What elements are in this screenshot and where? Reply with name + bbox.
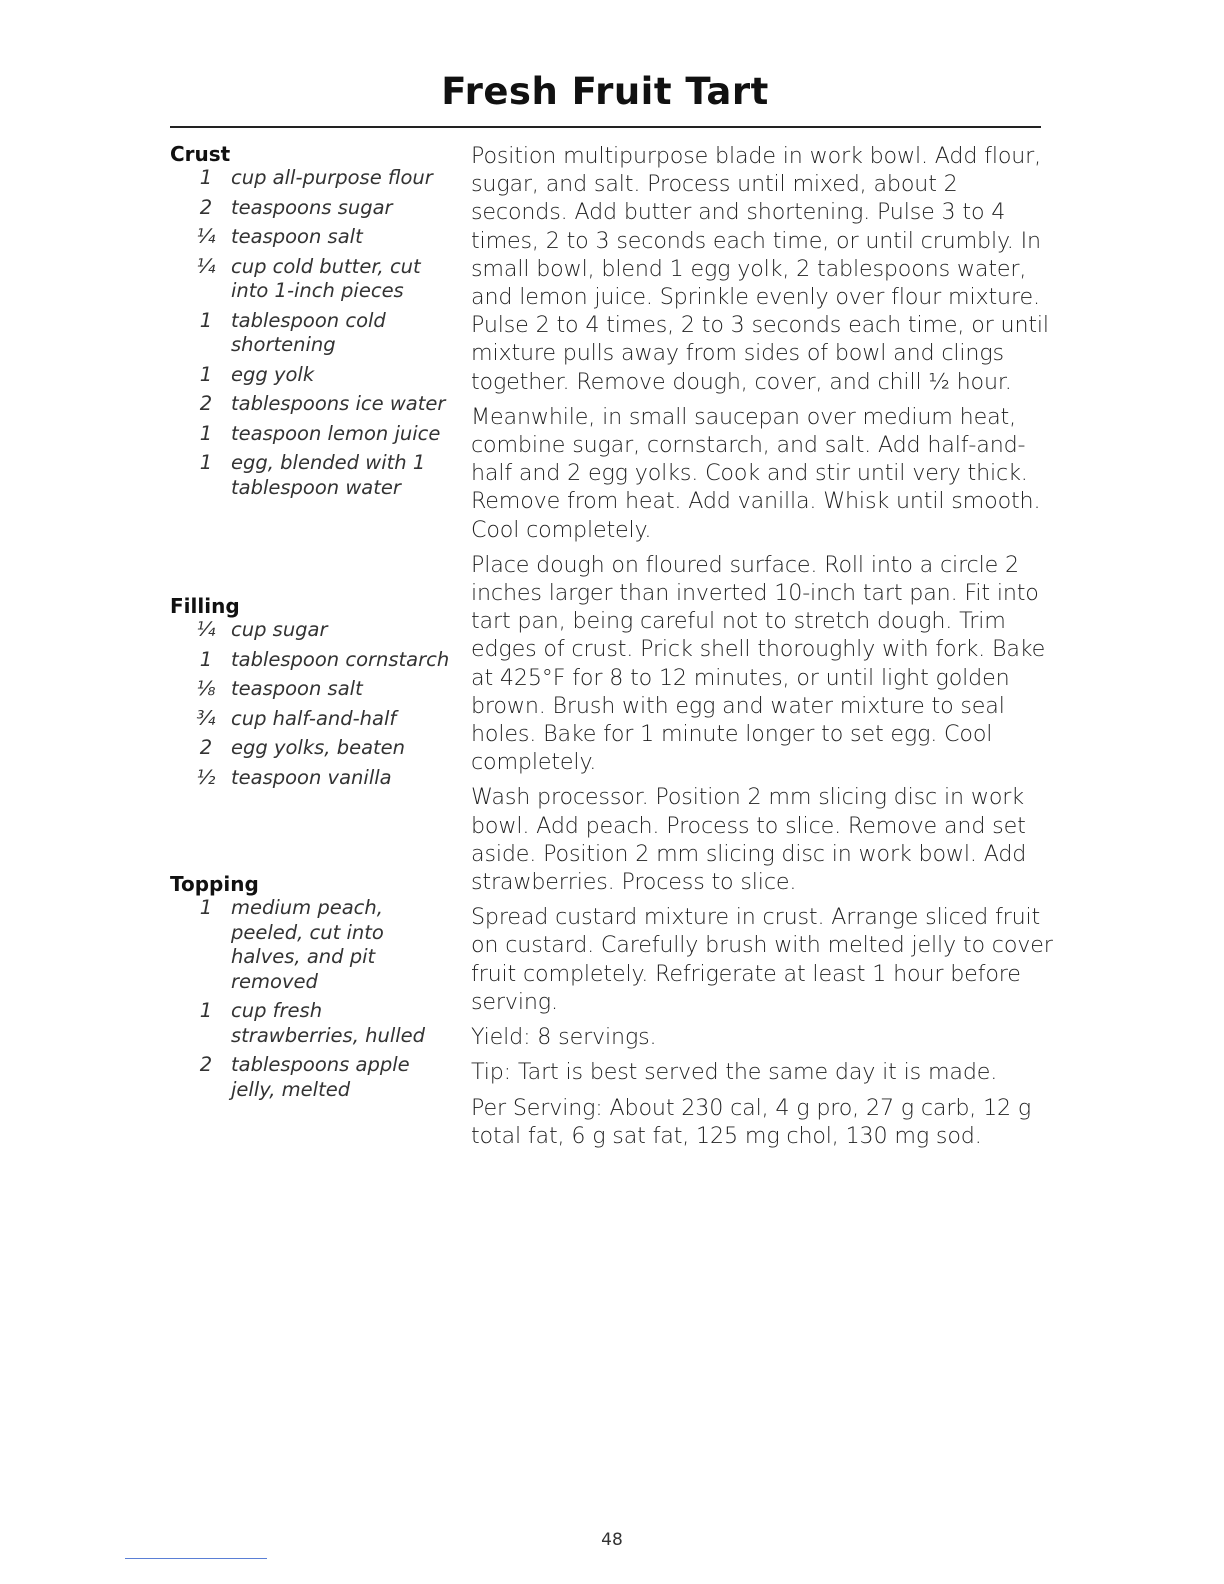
ingredient-item bbox=[170, 255, 460, 304]
ingredient-text: tablespoons apple jelly, melted bbox=[231, 1053, 410, 1101]
title-divider bbox=[170, 126, 1041, 128]
ingredient-quantity: 1 bbox=[199, 421, 213, 445]
ingredient-item bbox=[170, 363, 460, 388]
filling-section bbox=[170, 594, 460, 872]
ingredient-quantity: 2 bbox=[199, 736, 213, 759]
crust-section bbox=[170, 142, 460, 594]
ingredients-column bbox=[170, 142, 460, 1107]
ingredient-quantity: ½ bbox=[196, 765, 216, 789]
method-step: Spread custard mixture in crust. Arrange sliced fruit on custard. Carefully brush with melted jelly to cover fruit completely. Refrigerate at least 1 hour before serving. bbox=[471, 904, 1053, 1015]
ingredient-quantity: 2 bbox=[199, 392, 213, 415]
method-step: Place dough on floured surface. Roll into a circle 2 inches larger than inverted 10-inch tart pan. Fit into tart pan, being careful not to stretch dough. Trim edges of crust. Prick shell thoroughly with fork. Bake at 425°F for 8 to 12 minutes, or until light golden brown. Brush with egg and water mixture to seal holes. Bake for 1 minute longer to set egg. Cool completely. bbox=[471, 551, 1046, 776]
ingredient-text: teaspoon salt bbox=[231, 225, 363, 248]
ingredient-item bbox=[170, 225, 460, 250]
ingredient-quantity: 1 bbox=[199, 308, 213, 332]
ingredient-item bbox=[170, 1053, 460, 1102]
ingredient-text: medium peach, peeled, cut into halves, and pit removed bbox=[231, 896, 384, 993]
page-number: 48 bbox=[601, 1530, 623, 1550]
topping-heading: Topping bbox=[170, 872, 259, 896]
ingredient-text: tablespoon cold shortening bbox=[231, 308, 386, 356]
ingredient-quantity: 2 bbox=[199, 1053, 213, 1076]
ingredient-quantity: 1 bbox=[199, 451, 213, 474]
ingredient-item bbox=[170, 451, 460, 500]
ingredient-text: teaspoon lemon juice bbox=[231, 421, 441, 445]
ingredient-item bbox=[170, 896, 460, 994]
ingredient-text: tablespoons ice water bbox=[231, 392, 446, 415]
method-step: Meanwhile, in small saucepan over medium heat, combine sugar, cornstarch, and salt. Add half-and-half and 2 egg yolks. Cook and stir until very thick. Remove from heat. Add vanilla. Whisk until smooth. Cool completely. bbox=[471, 403, 1041, 543]
page-title: Fresh Fruit Tart bbox=[441, 70, 769, 113]
ingredient-text: teaspoon salt bbox=[231, 677, 363, 700]
ingredient-item bbox=[170, 392, 460, 417]
ingredient-quantity: ⅛ bbox=[196, 677, 216, 700]
ingredient-text: cup cold butter, cut into 1-inch pieces bbox=[231, 254, 421, 302]
ingredient-quantity: 1 bbox=[199, 647, 213, 671]
ingredient-item bbox=[170, 166, 460, 191]
ingredient-item bbox=[170, 736, 460, 761]
ingredient-text: cup fresh strawberries, hulled bbox=[231, 999, 426, 1047]
ingredient-quantity: 1 bbox=[199, 166, 213, 189]
topping-section bbox=[170, 872, 460, 1102]
ingredient-text: cup sugar bbox=[231, 618, 328, 641]
crust-heading: Crust bbox=[170, 142, 231, 166]
ingredient-quantity: 1 bbox=[199, 896, 213, 919]
ingredient-item bbox=[170, 618, 460, 643]
ingredient-item bbox=[170, 707, 460, 732]
ingredient-quantity: 2 bbox=[199, 195, 213, 219]
ingredient-quantity: ¼ bbox=[196, 254, 216, 278]
filling-heading: Filling bbox=[170, 594, 240, 618]
ingredient-item bbox=[170, 999, 460, 1048]
ingredient-text: cup half-and-half bbox=[231, 706, 397, 730]
footer-rule bbox=[125, 1558, 267, 1559]
ingredient-text: cup all-purpose flour bbox=[231, 166, 433, 189]
yield-text: Yield: 8 servings. bbox=[471, 1024, 657, 1051]
ingredient-item bbox=[170, 422, 460, 447]
topping-ingredient-list bbox=[170, 896, 460, 1102]
ingredient-item bbox=[170, 766, 460, 791]
method-step: Position multipurpose blade in work bowl. Add flour, sugar, and salt. Process until mixed, about 2 seconds. Add butter and shortening. Pulse 3 to 4 times, 2 to 3 seconds each time, or until crumbly. In small bowl, blend 1 egg yolk, 2 tablespoons water, and lemon juice. Sprinkle evenly over flour mixture. Pulse 2 to 4 times, 2 to 3 seconds each time, or until mixture pulls away from sides of bowl and clings together. Remove dough, cover, and chill ½ hour. bbox=[471, 143, 1049, 395]
filling-ingredient-list bbox=[170, 618, 460, 790]
ingredient-text: egg yolk bbox=[231, 362, 315, 386]
ingredient-text: tablespoon cornstarch bbox=[231, 647, 450, 671]
tip-text: Tip: Tart is best served the same day it is made. bbox=[471, 1059, 998, 1086]
method-step: Wash processor. Position 2 mm slicing disc in work bowl. Add peach. Process to slice. Remove and set aside. Position 2 mm slicing disc in work bowl. Add strawberries. Process to slice. bbox=[471, 784, 1027, 896]
ingredient-item bbox=[170, 677, 460, 702]
ingredient-quantity: 1 bbox=[199, 362, 213, 386]
ingredient-quantity: ¾ bbox=[196, 706, 216, 730]
ingredient-text: egg yolks, beaten bbox=[231, 736, 406, 759]
ingredient-text: egg, blended with 1 tablespoon water bbox=[231, 451, 426, 499]
method-column bbox=[471, 142, 1056, 1157]
ingredient-item bbox=[170, 309, 460, 358]
crust-ingredient-list bbox=[170, 166, 460, 500]
ingredient-text: teaspoon vanilla bbox=[231, 765, 392, 789]
ingredient-item bbox=[170, 196, 460, 221]
ingredient-quantity: 1 bbox=[199, 999, 213, 1022]
ingredient-quantity: ¼ bbox=[196, 225, 216, 248]
nutrition-info: Per Serving: About 230 cal, 4 g pro, 27 g carb, 12 g total fat, 6 g sat fat, 125 mg chol, 130 mg sod. bbox=[471, 1094, 1032, 1149]
ingredient-quantity: ¼ bbox=[196, 618, 216, 641]
ingredient-text: teaspoons sugar bbox=[231, 195, 393, 219]
ingredient-item bbox=[170, 648, 460, 673]
